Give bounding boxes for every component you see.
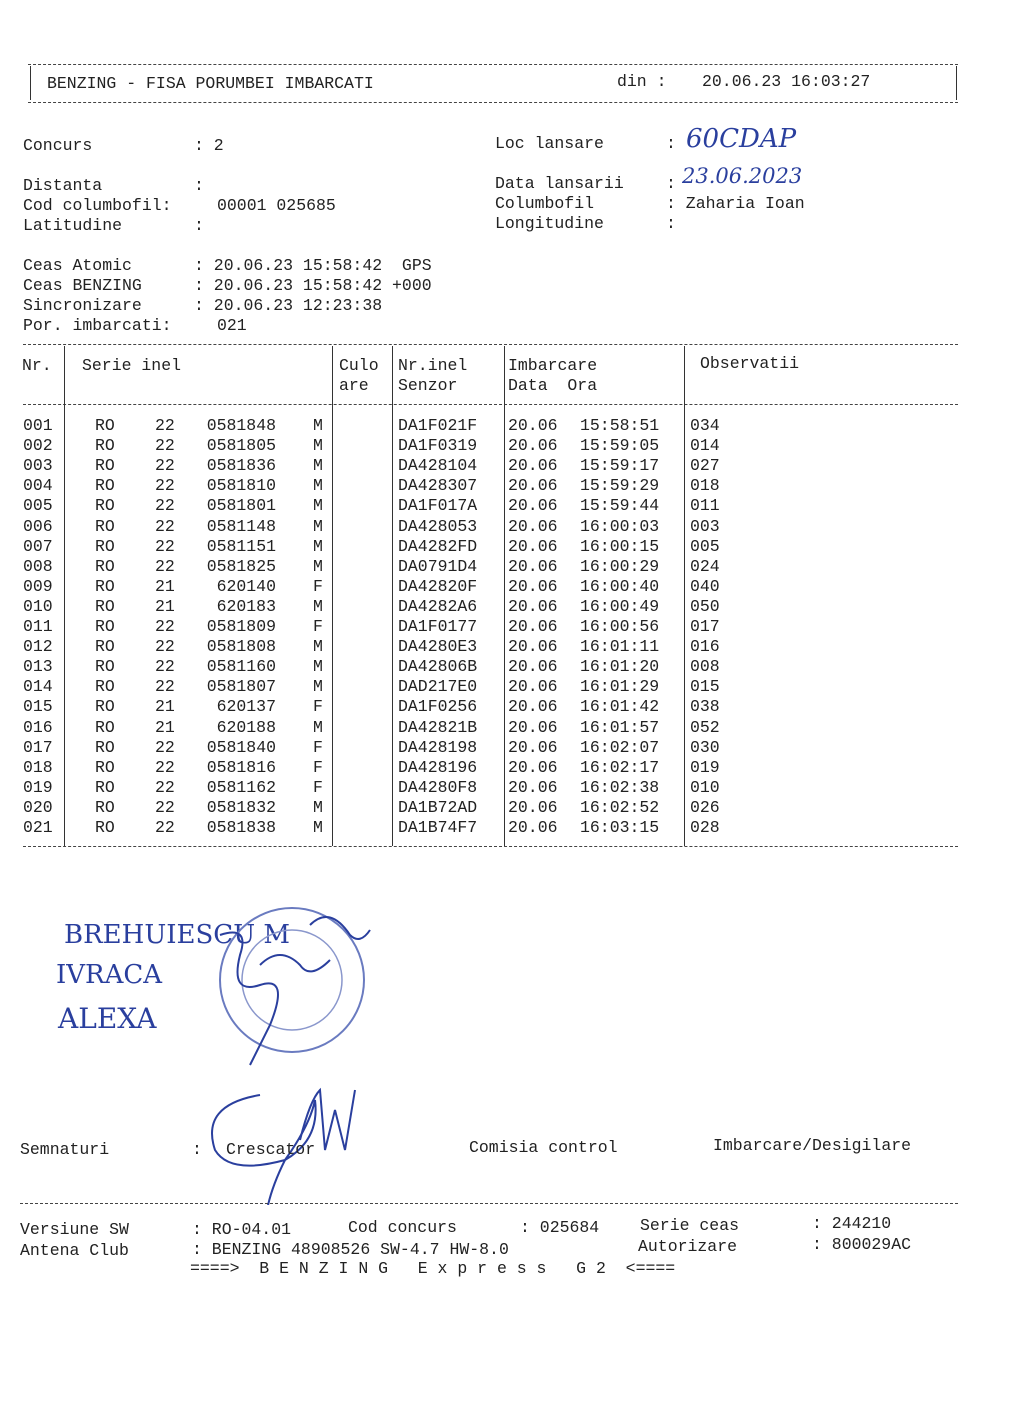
row-nr: 010 bbox=[23, 596, 53, 616]
row-country: RO bbox=[95, 677, 115, 697]
row-observatii: 040 bbox=[690, 576, 720, 596]
row-nr: 003 bbox=[23, 456, 53, 476]
concurs-value: : 2 bbox=[194, 136, 224, 155]
row-date: 20.06 bbox=[508, 737, 558, 757]
row-year: 21 bbox=[155, 596, 175, 616]
row-sex: M bbox=[313, 797, 323, 817]
row-time: 16:00:49 bbox=[580, 596, 660, 616]
row-sex: F bbox=[313, 697, 323, 717]
row-nr: 004 bbox=[23, 476, 53, 496]
row-sensor: DA1F0319 bbox=[398, 436, 478, 456]
row-date: 20.06 bbox=[508, 637, 558, 657]
row-sex: M bbox=[313, 516, 323, 536]
row-time: 15:59:05 bbox=[580, 436, 660, 456]
row-sensor: DA42821B bbox=[398, 717, 478, 737]
antena-value: : BENZING 48908526 SW-4.7 HW-8.0 bbox=[192, 1240, 509, 1259]
row-sex: F bbox=[313, 576, 323, 596]
col-nr: Nr. bbox=[22, 356, 52, 375]
row-year: 22 bbox=[155, 777, 175, 797]
row-ring-number: 0581809 bbox=[206, 617, 276, 636]
loc-handwritten: 60CDAP bbox=[686, 124, 797, 154]
atomic-label: Ceas Atomic bbox=[23, 256, 132, 275]
loc-label: Loc lansare bbox=[495, 134, 604, 153]
row-ring-number: 620188 bbox=[216, 717, 276, 737]
row-country: RO bbox=[95, 657, 115, 677]
row-observatii: 015 bbox=[690, 677, 720, 697]
row-time: 16:02:17 bbox=[580, 757, 660, 777]
row-time: 15:59:44 bbox=[580, 496, 660, 516]
row-sex: M bbox=[313, 536, 323, 556]
row-sex: M bbox=[313, 717, 323, 737]
row-time: 16:00:56 bbox=[580, 617, 660, 636]
row-ring-number: 0581832 bbox=[206, 797, 276, 817]
row-time: 16:00:40 bbox=[580, 576, 660, 596]
row-date: 20.06 bbox=[508, 757, 558, 777]
row-date: 20.06 bbox=[508, 717, 558, 737]
row-nr: 021 bbox=[23, 818, 53, 837]
row-country: RO bbox=[95, 617, 115, 636]
row-date: 20.06 bbox=[508, 416, 558, 435]
row-year: 22 bbox=[155, 556, 175, 576]
row-ring-number: 0581825 bbox=[206, 556, 276, 576]
row-country: RO bbox=[95, 576, 115, 596]
columbofil-value: : Zaharia Ioan bbox=[666, 194, 805, 213]
row-observatii: 005 bbox=[690, 536, 720, 556]
row-nr: 009 bbox=[23, 576, 53, 596]
semnaturi-label: Semnaturi bbox=[20, 1140, 110, 1159]
row-date: 20.06 bbox=[508, 657, 558, 677]
row-year: 21 bbox=[155, 576, 175, 596]
row-ring-number: 0581810 bbox=[206, 476, 276, 496]
row-sex: M bbox=[313, 818, 323, 837]
row-country: RO bbox=[95, 556, 115, 576]
row-observatii: 050 bbox=[690, 596, 720, 616]
row-nr: 008 bbox=[23, 556, 53, 576]
row-sex: M bbox=[313, 677, 323, 697]
loc-sep: : bbox=[666, 134, 676, 153]
handwritten-name: IVRACA bbox=[56, 960, 163, 990]
sync-label: Sincronizare bbox=[23, 296, 142, 315]
row-ring-number: 0581816 bbox=[206, 757, 276, 777]
row-time: 15:59:17 bbox=[580, 456, 660, 476]
row-nr: 011 bbox=[23, 617, 53, 636]
row-sensor: DA1F021F bbox=[398, 416, 478, 435]
row-observatii: 024 bbox=[690, 556, 720, 576]
row-country: RO bbox=[95, 496, 115, 516]
row-year: 22 bbox=[155, 476, 175, 496]
sync-value: : 20.06.23 12:23:38 bbox=[194, 296, 383, 315]
row-year: 22 bbox=[155, 637, 175, 657]
row-date: 20.06 bbox=[508, 556, 558, 576]
row-time: 15:58:51 bbox=[580, 416, 660, 435]
row-year: 22 bbox=[155, 496, 175, 516]
benzing-value: : 20.06.23 15:58:42 +000 bbox=[194, 276, 432, 295]
atomic-value: : 20.06.23 15:58:42 GPS bbox=[194, 256, 432, 275]
row-nr: 005 bbox=[23, 496, 53, 516]
divider bbox=[30, 66, 31, 100]
cod-value: 00001 025685 bbox=[217, 196, 336, 215]
row-country: RO bbox=[95, 536, 115, 556]
row-time: 16:02:52 bbox=[580, 797, 660, 817]
row-sensor: DA4280F8 bbox=[398, 777, 478, 797]
row-ring-number: 0581151 bbox=[206, 536, 276, 556]
row-date: 20.06 bbox=[508, 516, 558, 536]
row-year: 21 bbox=[155, 697, 175, 717]
row-ring-number: 0581840 bbox=[206, 737, 276, 757]
row-nr: 012 bbox=[23, 637, 53, 657]
row-year: 22 bbox=[155, 456, 175, 476]
divider bbox=[332, 346, 333, 846]
handwritten-name: BREHUIESCU M bbox=[64, 920, 291, 950]
row-nr: 006 bbox=[23, 516, 53, 536]
row-nr: 017 bbox=[23, 737, 53, 757]
row-sensor: DA4282FD bbox=[398, 536, 478, 556]
data-sep: : bbox=[666, 174, 676, 193]
row-observatii: 038 bbox=[690, 697, 720, 717]
row-country: RO bbox=[95, 717, 115, 737]
distanta-label: Distanta bbox=[23, 176, 103, 195]
row-time: 15:59:29 bbox=[580, 476, 660, 496]
col-culoare-2: are bbox=[339, 376, 369, 395]
row-time: 16:03:15 bbox=[580, 818, 660, 837]
row-sensor: DA1F0256 bbox=[398, 697, 478, 717]
row-nr: 018 bbox=[23, 757, 53, 777]
divider bbox=[23, 344, 958, 345]
din-label: din : bbox=[617, 72, 667, 91]
benzing-label: Ceas BENZING bbox=[23, 276, 142, 295]
document-title: BENZING - FISA PORUMBEI IMBARCATI bbox=[47, 74, 374, 93]
row-nr: 013 bbox=[23, 657, 53, 677]
row-nr: 001 bbox=[23, 416, 53, 435]
row-sensor: DA1F017A bbox=[398, 496, 478, 516]
row-date: 20.06 bbox=[508, 617, 558, 636]
lat-label: Latitudine bbox=[23, 216, 123, 235]
row-observatii: 034 bbox=[690, 416, 720, 435]
cod-concurs-label: Cod concurs bbox=[348, 1218, 457, 1237]
row-country: RO bbox=[95, 476, 115, 496]
row-time: 16:01:29 bbox=[580, 677, 660, 697]
row-ring-number: 0581848 bbox=[206, 416, 276, 435]
autorizare-value: : 800029AC bbox=[812, 1235, 912, 1254]
row-nr: 016 bbox=[23, 717, 53, 737]
row-country: RO bbox=[95, 737, 115, 757]
row-time: 16:00:03 bbox=[580, 516, 660, 536]
row-ring-number: 0581160 bbox=[206, 657, 276, 677]
columbofil-label: Columbofil bbox=[495, 194, 595, 213]
row-date: 20.06 bbox=[508, 496, 558, 516]
row-sensor: DA428053 bbox=[398, 516, 478, 536]
divider bbox=[23, 846, 958, 847]
comisia-label: Comisia control bbox=[469, 1138, 618, 1157]
row-year: 22 bbox=[155, 436, 175, 456]
col-culoare: Culo bbox=[339, 356, 379, 375]
row-year: 22 bbox=[155, 818, 175, 837]
row-year: 22 bbox=[155, 657, 175, 677]
divider bbox=[392, 346, 393, 846]
row-sensor: DA428104 bbox=[398, 456, 478, 476]
row-sex: M bbox=[313, 657, 323, 677]
row-ring-number: 0581148 bbox=[206, 516, 276, 536]
row-time: 16:02:07 bbox=[580, 737, 660, 757]
divider bbox=[20, 1203, 958, 1204]
cod-label: Cod columbofil: bbox=[23, 196, 172, 215]
por-value: 021 bbox=[217, 316, 247, 335]
row-year: 22 bbox=[155, 536, 175, 556]
row-sensor: DA428198 bbox=[398, 737, 478, 757]
row-nr: 020 bbox=[23, 797, 53, 817]
row-observatii: 030 bbox=[690, 737, 720, 757]
handwritten-name: ALEXA bbox=[58, 1002, 157, 1035]
row-sex: M bbox=[313, 456, 323, 476]
row-sensor: DA4282A6 bbox=[398, 596, 478, 616]
row-sex: F bbox=[313, 757, 323, 777]
data-label: Data lansarii bbox=[495, 174, 624, 193]
divider bbox=[504, 346, 505, 846]
row-time: 16:01:11 bbox=[580, 637, 660, 657]
col-nrinel: Nr.inel bbox=[398, 356, 468, 375]
row-sex: M bbox=[313, 416, 323, 435]
row-observatii: 017 bbox=[690, 617, 720, 636]
row-time: 16:00:29 bbox=[580, 556, 660, 576]
col-data-ora: Data Ora bbox=[508, 376, 598, 395]
divider bbox=[28, 64, 958, 65]
row-sensor: DA42806B bbox=[398, 657, 478, 677]
lat-value: : bbox=[194, 216, 204, 235]
row-observatii: 026 bbox=[690, 797, 720, 817]
benzing-banner: ====> B E N Z I N G E x p r e s s G 2 <==== bbox=[190, 1259, 676, 1278]
row-sensor: DA42820F bbox=[398, 576, 478, 596]
row-time: 16:01:42 bbox=[580, 697, 660, 717]
row-observatii: 027 bbox=[690, 456, 720, 476]
row-year: 22 bbox=[155, 416, 175, 435]
row-country: RO bbox=[95, 797, 115, 817]
row-nr: 014 bbox=[23, 677, 53, 697]
row-country: RO bbox=[95, 596, 115, 616]
row-date: 20.06 bbox=[508, 536, 558, 556]
row-sensor: DA4280E3 bbox=[398, 637, 478, 657]
divider bbox=[28, 102, 958, 103]
row-year: 22 bbox=[155, 737, 175, 757]
row-date: 20.06 bbox=[508, 476, 558, 496]
row-observatii: 016 bbox=[690, 637, 720, 657]
row-observatii: 018 bbox=[690, 476, 720, 496]
row-sex: M bbox=[313, 476, 323, 496]
row-observatii: 010 bbox=[690, 777, 720, 797]
imbarcare-label: Imbarcare/Desigilare bbox=[713, 1136, 912, 1155]
row-country: RO bbox=[95, 818, 115, 837]
row-nr: 015 bbox=[23, 697, 53, 717]
row-nr: 019 bbox=[23, 777, 53, 797]
divider bbox=[684, 346, 685, 846]
crescator-label: Crescator bbox=[226, 1140, 316, 1159]
row-ring-number: 620137 bbox=[216, 697, 276, 717]
row-time: 16:00:15 bbox=[580, 536, 660, 556]
por-label: Por. imbarcati: bbox=[23, 316, 172, 335]
row-sensor: DA0791D4 bbox=[398, 556, 478, 576]
row-country: RO bbox=[95, 777, 115, 797]
row-sex: M bbox=[313, 596, 323, 616]
col-observatii: Observatii bbox=[700, 354, 800, 373]
row-year: 22 bbox=[155, 516, 175, 536]
row-sensor: DA1B74F7 bbox=[398, 818, 478, 837]
row-sensor: DAD217E0 bbox=[398, 677, 478, 697]
row-date: 20.06 bbox=[508, 818, 558, 837]
cod-concurs-value: : 025684 bbox=[520, 1218, 600, 1237]
row-sensor: DA428196 bbox=[398, 757, 478, 777]
long-label: Longitudine bbox=[495, 214, 604, 233]
row-date: 20.06 bbox=[508, 576, 558, 596]
row-sex: M bbox=[313, 556, 323, 576]
row-ring-number: 0581162 bbox=[206, 777, 276, 797]
row-date: 20.06 bbox=[508, 697, 558, 717]
distanta-value: : bbox=[194, 176, 204, 195]
row-date: 20.06 bbox=[508, 677, 558, 697]
row-year: 21 bbox=[155, 717, 175, 737]
row-country: RO bbox=[95, 436, 115, 456]
row-date: 20.06 bbox=[508, 777, 558, 797]
antena-label: Antena Club bbox=[20, 1241, 129, 1260]
row-sex: F bbox=[313, 737, 323, 757]
row-ring-number: 0581836 bbox=[206, 456, 276, 476]
row-observatii: 019 bbox=[690, 757, 720, 777]
versiune-value: : RO-04.01 bbox=[192, 1220, 292, 1239]
row-country: RO bbox=[95, 757, 115, 777]
club-stamp bbox=[200, 895, 390, 1075]
row-ring-number: 0581807 bbox=[206, 677, 276, 697]
divider bbox=[64, 346, 65, 846]
row-ring-number: 0581838 bbox=[206, 818, 276, 837]
row-year: 22 bbox=[155, 617, 175, 636]
concurs-label: Concurs bbox=[23, 136, 93, 155]
row-country: RO bbox=[95, 637, 115, 657]
semnaturi-sep: : bbox=[192, 1140, 202, 1159]
row-observatii: 028 bbox=[690, 818, 720, 837]
row-observatii: 011 bbox=[690, 496, 720, 516]
row-country: RO bbox=[95, 456, 115, 476]
row-time: 16:01:20 bbox=[580, 657, 660, 677]
row-sensor: DA1B72AD bbox=[398, 797, 478, 817]
row-year: 22 bbox=[155, 797, 175, 817]
row-country: RO bbox=[95, 697, 115, 717]
row-country: RO bbox=[95, 416, 115, 435]
row-observatii: 008 bbox=[690, 657, 720, 677]
print-datetime: 20.06.23 16:03:27 bbox=[702, 72, 871, 91]
row-sex: M bbox=[313, 436, 323, 456]
row-year: 22 bbox=[155, 757, 175, 777]
data-handwritten: 23.06.2023 bbox=[682, 164, 803, 188]
row-date: 20.06 bbox=[508, 436, 558, 456]
row-sex: M bbox=[313, 496, 323, 516]
row-sex: F bbox=[313, 777, 323, 797]
autorizare-label: Autorizare bbox=[638, 1237, 738, 1256]
serie-ceas-label: Serie ceas bbox=[640, 1216, 740, 1235]
row-date: 20.06 bbox=[508, 456, 558, 476]
row-time: 16:02:38 bbox=[580, 777, 660, 797]
row-year: 22 bbox=[155, 677, 175, 697]
row-ring-number: 620183 bbox=[216, 596, 276, 616]
row-ring-number: 0581808 bbox=[206, 637, 276, 657]
divider bbox=[23, 404, 958, 405]
serie-ceas-value: : 244210 bbox=[812, 1214, 892, 1233]
row-sensor: DA428307 bbox=[398, 476, 478, 496]
row-observatii: 052 bbox=[690, 717, 720, 737]
row-observatii: 003 bbox=[690, 516, 720, 536]
row-ring-number: 0581801 bbox=[206, 496, 276, 516]
row-nr: 007 bbox=[23, 536, 53, 556]
row-country: RO bbox=[95, 516, 115, 536]
row-sex: F bbox=[313, 617, 323, 636]
row-date: 20.06 bbox=[508, 797, 558, 817]
col-serie: Serie inel bbox=[82, 356, 182, 375]
row-ring-number: 0581805 bbox=[206, 436, 276, 456]
row-sex: M bbox=[313, 637, 323, 657]
long-value: : bbox=[666, 214, 676, 233]
row-time: 16:01:57 bbox=[580, 717, 660, 737]
col-imbarcare: Imbarcare bbox=[508, 356, 598, 375]
row-ring-number: 620140 bbox=[216, 576, 276, 596]
col-senzor: Senzor bbox=[398, 376, 458, 395]
row-nr: 002 bbox=[23, 436, 53, 456]
versiune-label: Versiune SW bbox=[20, 1220, 129, 1239]
row-sensor: DA1F0177 bbox=[398, 617, 478, 636]
row-observatii: 014 bbox=[690, 436, 720, 456]
row-date: 20.06 bbox=[508, 596, 558, 616]
divider bbox=[956, 66, 957, 100]
